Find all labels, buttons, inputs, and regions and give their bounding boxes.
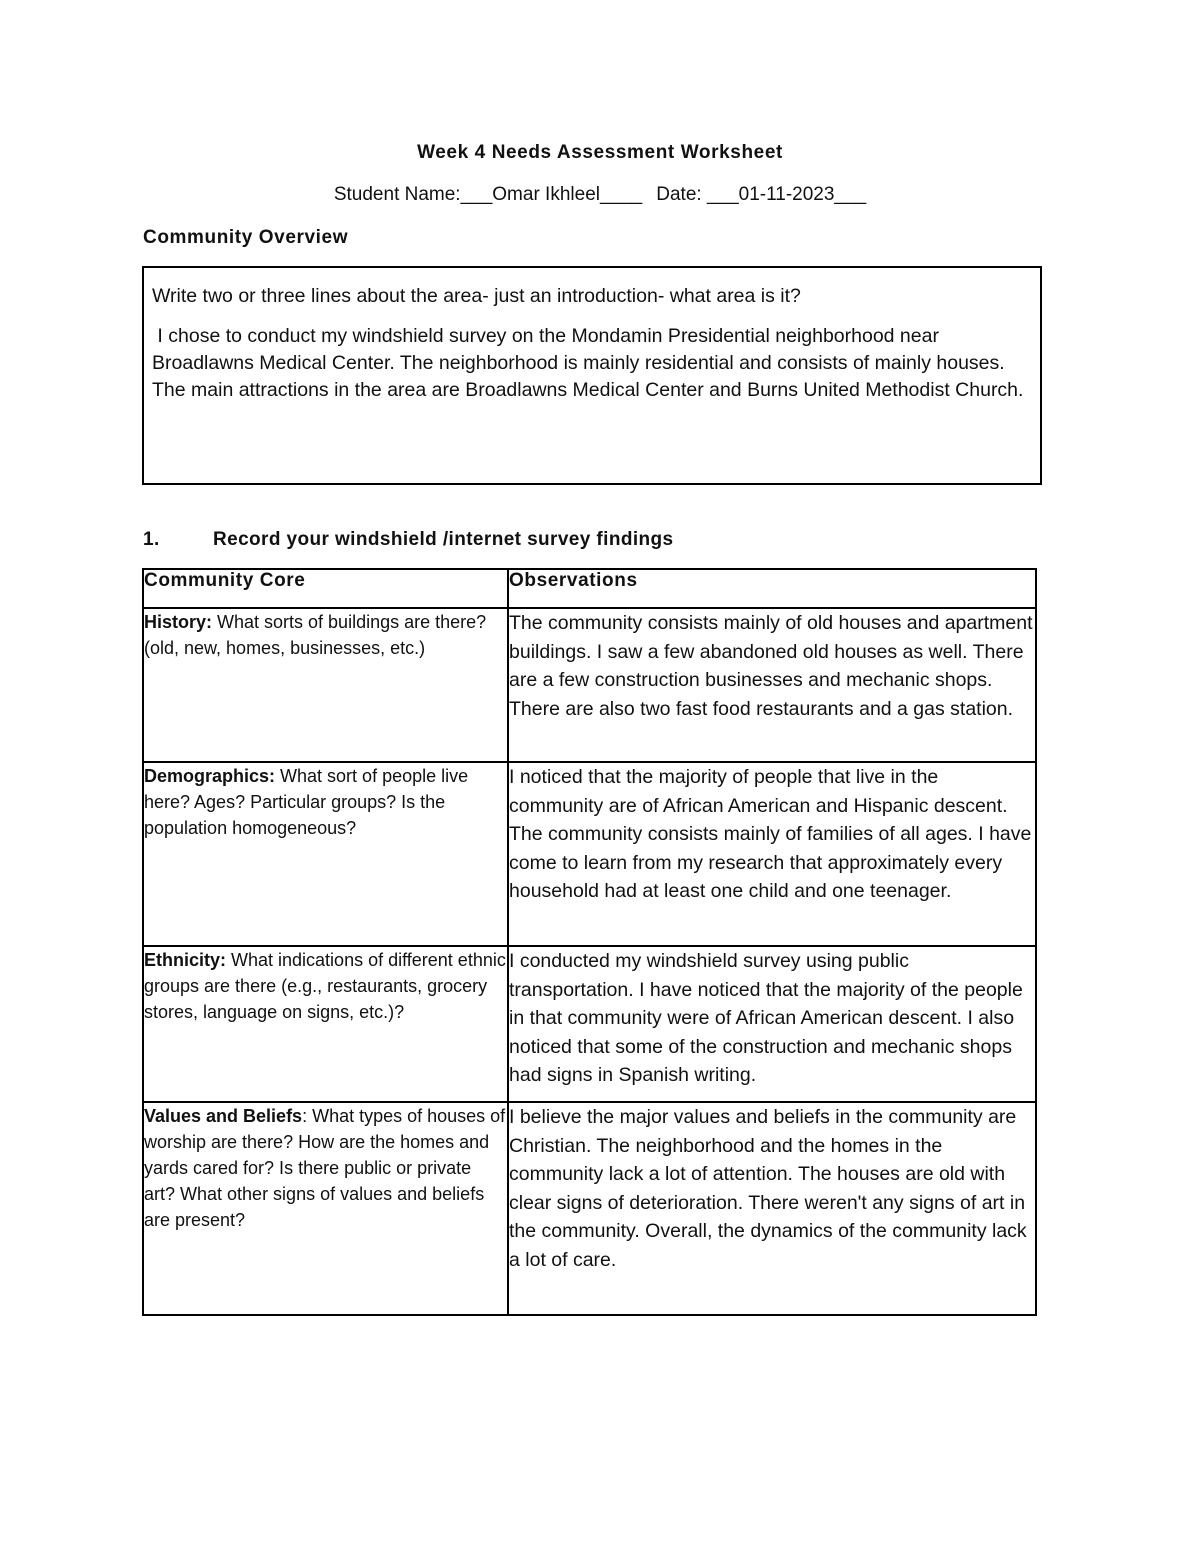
row-question: What sort of people live here? Ages? Particular groups? Is the population homogeneous?: [144, 766, 469, 838]
row-label: Demographics:: [144, 766, 276, 786]
table-row: [143, 608, 1036, 762]
assessment-date: Date: ___01-11-2023___: [656, 184, 867, 205]
student-info-line: [0, 184, 1200, 206]
observation-ethnicity-cell: I conducted my windshield survey using public transportation. I have noticed that the majority of the people in that community were of African American descent. I also noticed that some of the construction and mechanic shops had signs in Spanish writing.: [508, 946, 1036, 1102]
row-question: : What types of houses of worship are there? How are the homes and yards cared for? Is there public or private art? What other signs of values and beliefs are present?: [144, 1106, 506, 1230]
core-demographics-cell: [143, 762, 508, 946]
student-name: Student Name:___Omar Ikhleel____: [333, 184, 643, 205]
table-row: [143, 946, 1036, 1102]
survey-section-heading: [143, 529, 674, 551]
row-question: What indications of different ethnic groups are there (e.g., restaurants, grocery stores, language on signs, etc.)?: [144, 950, 506, 1022]
observation-values-beliefs-cell: I believe the major values and beliefs in the community are Christian. The neighborhood and the homes in the community lack a lot of attention. The houses are old with clear signs of deterioration. There weren't any signs of art in the community. Overall, the dynamics of the community lack a lot of care.: [508, 1102, 1036, 1315]
section-title: Record your windshield /internet survey findings: [213, 529, 674, 550]
header-observations: Observations: [508, 569, 1036, 608]
observation-history-cell: The community consists mainly of old houses and apartment buildings. I saw a few abandoned old houses as well. There are a few construction businesses and mechanic shops. There are also two fast food restaurants and a gas station.: [508, 608, 1036, 762]
community-overview-box: [142, 266, 1042, 485]
header-community-core: Community Core: [143, 569, 508, 608]
worksheet-title: Week 4 Needs Assessment Worksheet: [417, 142, 783, 163]
core-ethnicity-cell: [143, 946, 508, 1102]
row-label: History:: [144, 612, 213, 632]
table-row: [143, 1102, 1036, 1315]
community-overview-heading: Community Overview: [143, 227, 349, 248]
row-label: Values and Beliefs: [144, 1106, 303, 1126]
observation-demographics-cell: I noticed that the majority of people that live in the community are of African American and Hispanic descent. The community consists mainly of families of all ages. I have come to learn from my research that approximately every household had at least one child and one teenager.: [508, 762, 1036, 946]
table-header-row: [143, 569, 1036, 608]
row-question: What sorts of buildings are there? (old, new, homes, businesses, etc.): [144, 612, 487, 658]
core-history-cell: [143, 608, 508, 762]
section-number: 1.: [143, 529, 160, 550]
overview-prompt: Write two or three lines about the area- just an introduction- what area is it?: [152, 285, 801, 307]
row-label: Ethnicity:: [144, 950, 227, 970]
core-values-beliefs-cell: [143, 1102, 508, 1315]
table-row: [143, 762, 1036, 946]
overview-answer: I chose to conduct my windshield survey on the Mondamin Presidential neighborhood near Broadlawns Medical Center. The neighborhood is mainly residential and consists of mainly houses. The main attractions in the area are Broadlawns Medical Center and Burns United Methodist Church.: [152, 325, 1024, 401]
survey-findings-table: [142, 568, 1037, 1316]
